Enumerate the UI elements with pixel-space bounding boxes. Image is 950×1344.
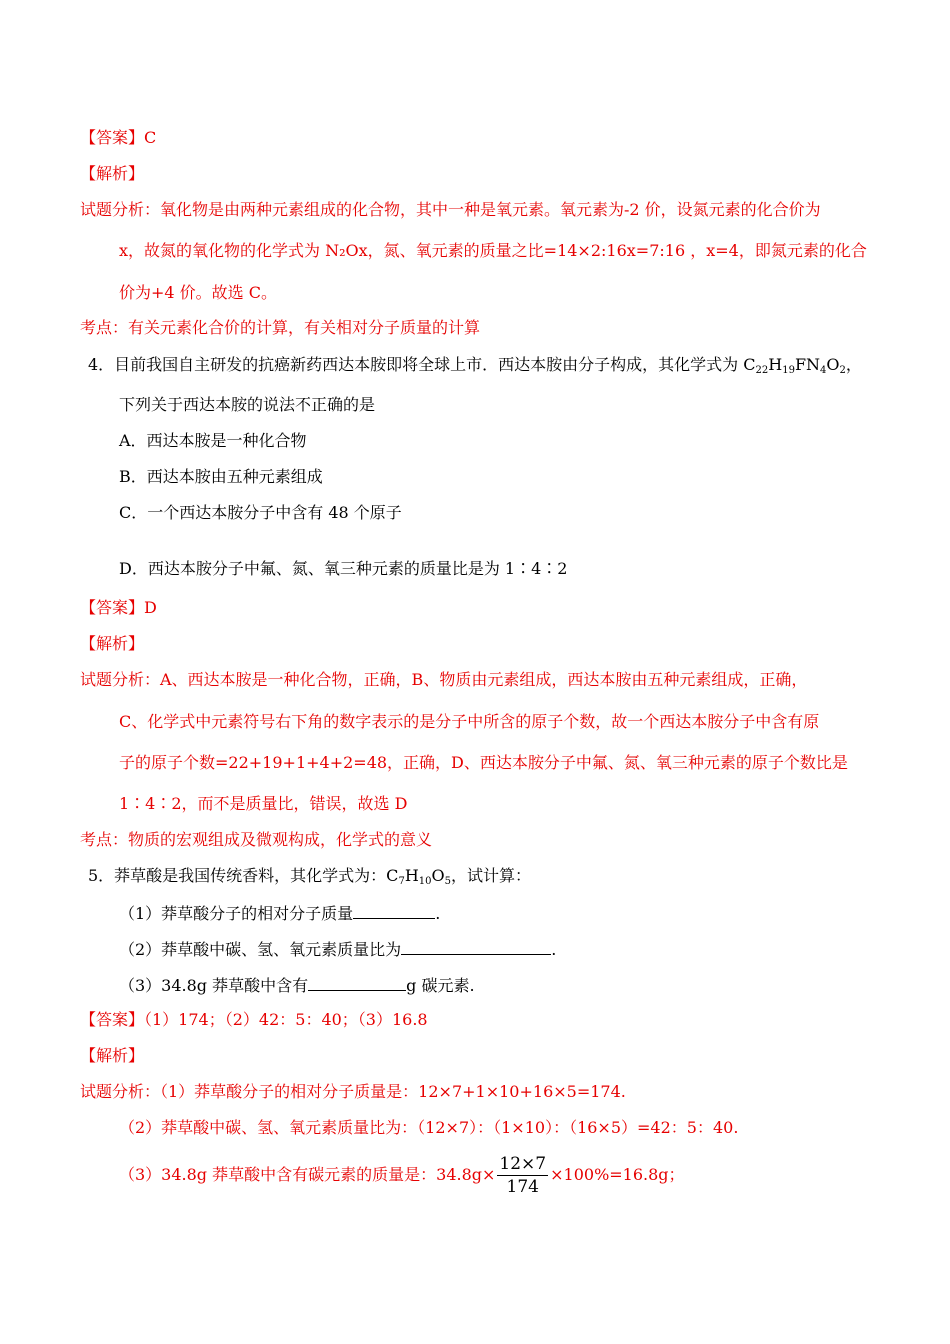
q4-analysis-line-3: 子的原子个数=22+19+1+4+2=48，正确，D、西达本胺分子中氟、氮、氧三种元素的原子个数比是	[119, 753, 848, 772]
q4-formula-nn: 4	[820, 365, 827, 376]
q5-sub-3	[119, 974, 475, 996]
q3-answer: 【答案】C	[80, 128, 157, 147]
q5-sub-2-end: .	[551, 940, 557, 959]
q5-stem-text: 5．莽草酸是我国传统香料，其化学式为：C	[88, 866, 399, 885]
q5-analysis-line-3-end: ×100%=16.8g；	[550, 1165, 685, 1184]
q5-formula-h: H	[404, 866, 419, 885]
q5-sub-2-text: （2）莽草酸中碳、氢、氧元素质量比为	[119, 940, 402, 959]
q3-analysis-line-1: 试题分析：氧化物是由两种元素组成的化合物，其中一种是氧元素。氧元素为-2 价，设氮元素的化合价为	[80, 200, 821, 219]
q5-sub-3-blank[interactable]	[308, 974, 406, 991]
q4-option-a: A．西达本胺是一种化合物	[119, 431, 307, 450]
q5-sub-1	[119, 902, 440, 924]
q5-analysis-line-1: 试题分析：（1）莽草酸分子的相对分子质量是：12×7+1×10+16×5=174.	[80, 1082, 626, 1101]
q5-analysis-line-3	[119, 1151, 685, 1199]
q3-analysis-line-2: x，故氮的氧化物的化学式为 N₂Ox，氮、氧元素的质量之比=14×2:16x=7:16 ，x=4，即氮元素的化合	[119, 241, 867, 260]
q4-formula-o: O	[826, 355, 840, 374]
q4-answer: 【答案】D	[80, 598, 157, 617]
q4-stem	[88, 355, 862, 375]
q3-kaodian: 考点：有关元素化合价的计算，有关相对分子质量的计算	[80, 318, 481, 337]
q5-formula-o: O	[431, 866, 445, 885]
q5-formula-hn: 10	[418, 876, 432, 887]
q5-analysis-label: 【解析】	[80, 1046, 145, 1065]
q4-stem-line-2: 下列关于西达本胺的说法不正确的是	[119, 395, 376, 414]
q5-sub-1-end: .	[435, 904, 441, 923]
q4-formula-h: H	[768, 355, 783, 374]
q4-analysis-label: 【解析】	[80, 634, 145, 653]
q4-kaodian: 考点：物质的宏观组成及微观构成，化学式的意义	[80, 830, 433, 849]
q5-formula-on: 5	[444, 876, 451, 887]
q5-stem-end: ，试计算：	[451, 866, 532, 885]
q5-stem	[88, 866, 531, 886]
q3-analysis-label: 【解析】	[80, 164, 145, 183]
q4-option-c: C．一个西达本胺分子中含有 48 个原子	[119, 503, 402, 522]
q5-answer: 【答案】（1）174；（2）42：5：40；（3）16.8	[80, 1010, 428, 1029]
q4-formula-fn: FN	[794, 355, 821, 374]
q4-formula-hn: 19	[782, 365, 795, 376]
q5-sub-2	[119, 938, 556, 960]
q4-option-b: B．西达本胺由五种元素组成	[119, 467, 323, 486]
q5-sub-1-text: （1）莽草酸分子的相对分子质量	[119, 904, 354, 923]
q5-analysis-line-3-text: （3）34.8g 莽草酸中含有碳元素的质量是：34.8g×	[119, 1165, 496, 1184]
q5-fraction	[497, 1153, 548, 1198]
q5-fraction-denominator: 174	[506, 1177, 539, 1197]
q5-sub-2-blank[interactable]	[401, 938, 551, 955]
q5-sub-1-blank[interactable]	[353, 902, 435, 919]
q5-sub-3-end: g 碳元素.	[406, 976, 475, 995]
q3-analysis-line-3: 价为+4 价。故选 C。	[119, 283, 278, 302]
q5-sub-3-text: （3）34.8g 莽草酸中含有	[119, 976, 309, 995]
q4-formula-c: 22	[755, 365, 769, 376]
q4-analysis-line-4: 1∶4∶2，而不是质量比，错误，故选 D	[119, 794, 408, 813]
q5-analysis-line-2: （2）莽草酸中碳、氢、氧元素质量比为：（12×7）：（1×10）：（16×5）=42：5：40.	[119, 1118, 739, 1137]
q4-option-d: D．西达本胺分子中氟、氮、氧三种元素的质量比是为 1∶4∶2	[119, 559, 568, 578]
q4-analysis-line-1: 试题分析：A、西达本胺是一种化合物，正确，B、物质由元素组成，西达本胺由五种元素组成，正确，	[80, 670, 808, 689]
q4-stem-end: ，	[845, 355, 862, 374]
q4-analysis-line-2: C、化学式中元素符号右下角的数字表示的是分子中所含的原子个数，故一个西达本胺分子中含有原	[119, 712, 820, 731]
q5-formula-cn: 7	[398, 876, 405, 887]
q5-fraction-numerator: 12×7	[499, 1154, 547, 1174]
q4-formula-on: 2	[839, 365, 846, 376]
q4-stem-text: 4．目前我国自主研发的抗癌新药西达本胺即将全球上市．西达本胺由分子构成，其化学式为 C	[88, 355, 756, 374]
